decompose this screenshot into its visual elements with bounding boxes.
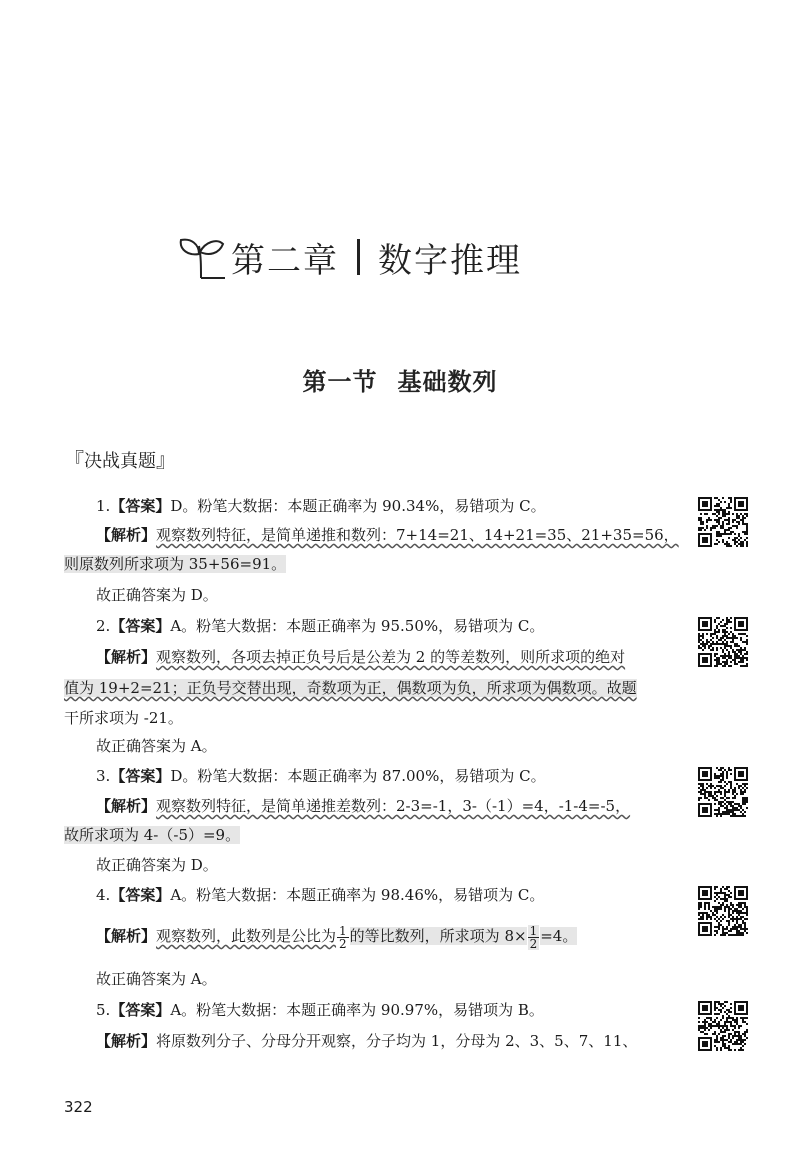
answer-label: 【答案】 bbox=[110, 1001, 171, 1019]
analysis-text: 观察数列特征，是简单递推差数列：2-3=-1，3-（-1）=4，-1-4=-5， bbox=[156, 797, 631, 815]
box-heading bbox=[64, 444, 176, 473]
item-4-conclusion: 故正确答案为 A。 bbox=[96, 970, 217, 988]
item-1-conclusion: 故正确答案为 D。 bbox=[96, 586, 218, 604]
chapter-divider bbox=[357, 239, 360, 275]
item-3-analysis-cont bbox=[64, 824, 240, 846]
page-number: 322 bbox=[64, 1098, 93, 1116]
fraction-denominator: 2 bbox=[529, 936, 538, 951]
answer-label: 【答案】 bbox=[110, 767, 171, 785]
section-title bbox=[0, 362, 800, 397]
analysis-label: 【解析】 bbox=[96, 526, 157, 544]
qr-code-icon[interactable] bbox=[698, 886, 748, 936]
sprout-icon bbox=[175, 232, 227, 282]
item-3-answer bbox=[96, 765, 546, 787]
item-number: 5. bbox=[96, 1001, 111, 1019]
fraction bbox=[337, 925, 349, 950]
answer-text: A。粉笔大数据：本题正确率为 98.46%，易错项为 C。 bbox=[170, 886, 545, 904]
item-number: 4. bbox=[96, 886, 111, 904]
analysis-text: 的等比数列，所求项为 8× bbox=[349, 927, 527, 945]
item-number: 2. bbox=[96, 617, 111, 635]
qr-code-icon[interactable] bbox=[698, 497, 748, 547]
section-number: 第一节 bbox=[302, 368, 378, 396]
analysis-text: 将原数列分子、分母分开观察，分子均为 1，分母为 2、3、5、7、11、 bbox=[156, 1032, 638, 1050]
item-2-conclusion: 故正确答案为 A。 bbox=[96, 737, 217, 755]
qr-code-icon[interactable] bbox=[698, 767, 748, 817]
analysis-text: 观察数列，此数列是公比为 bbox=[156, 927, 337, 945]
bracket-open: 『 bbox=[64, 448, 84, 472]
analysis-label: 【解析】 bbox=[96, 927, 157, 945]
item-3-analysis bbox=[96, 795, 630, 817]
fraction-numerator: 1 bbox=[529, 923, 538, 938]
chapter-subject: 数字推理 bbox=[378, 240, 522, 281]
analysis-label: 【解析】 bbox=[96, 1032, 157, 1050]
item-5-answer bbox=[96, 999, 544, 1021]
answer-label: 【答案】 bbox=[110, 617, 171, 635]
item-2-analysis-cont2: 干所求项为 -21。 bbox=[64, 709, 183, 727]
section-name: 基础数列 bbox=[397, 368, 498, 396]
analysis-label: 【解析】 bbox=[96, 797, 157, 815]
analysis-text: 值为 19+2=21；正负号交替出现，奇数项为正，偶数项为负，所求项为偶数项。故题 bbox=[64, 679, 637, 697]
qr-code-icon[interactable] bbox=[698, 617, 748, 667]
item-1-analysis-cont bbox=[64, 553, 286, 575]
item-2-analysis-cont bbox=[64, 677, 637, 699]
fraction-numerator: 1 bbox=[339, 923, 347, 938]
item-4-analysis bbox=[96, 922, 577, 950]
item-1-answer bbox=[96, 495, 546, 517]
analysis-text: 故所求项为 4-（-5）=9。 bbox=[64, 826, 241, 844]
fraction bbox=[528, 925, 540, 950]
item-number: 1. bbox=[96, 497, 111, 515]
item-2-answer bbox=[96, 615, 544, 637]
bracket-close: 』 bbox=[156, 448, 176, 472]
item-1-analysis bbox=[96, 524, 679, 546]
analysis-text: 观察数列特征，是简单递推和数列：7+14=21、14+21=35、21+35=56， bbox=[156, 526, 679, 544]
answer-label: 【答案】 bbox=[110, 497, 171, 515]
chapter-title: 第二章 bbox=[231, 240, 339, 281]
answer-label: 【答案】 bbox=[110, 886, 171, 904]
item-5-analysis bbox=[96, 1030, 637, 1052]
analysis-text: =4。 bbox=[540, 927, 578, 945]
fraction-denominator: 2 bbox=[339, 936, 347, 951]
answer-text: A。粉笔大数据：本题正确率为 95.50%，易错项为 C。 bbox=[170, 617, 545, 635]
item-number: 3. bbox=[96, 767, 111, 785]
item-4-answer bbox=[96, 884, 544, 906]
answer-text: D。粉笔大数据：本题正确率为 87.00%，易错项为 C。 bbox=[170, 767, 546, 785]
analysis-text: 则原数列所求项为 35+56=91。 bbox=[64, 555, 287, 573]
item-2-analysis bbox=[96, 646, 625, 668]
box-heading-text: 决战真题 bbox=[84, 451, 156, 472]
item-3-conclusion: 故正确答案为 D。 bbox=[96, 856, 218, 874]
analysis-text: 观察数列，各项去掉正负号后是公差为 2 的等差数列，则所求项的绝对 bbox=[156, 648, 626, 666]
answer-text: A。粉笔大数据：本题正确率为 90.97%，易错项为 B。 bbox=[170, 1001, 544, 1019]
analysis-label: 【解析】 bbox=[96, 648, 157, 666]
qr-code-icon[interactable] bbox=[698, 1001, 748, 1051]
chapter-heading bbox=[175, 232, 522, 282]
answer-text: D。粉笔大数据：本题正确率为 90.34%，易错项为 C。 bbox=[170, 497, 546, 515]
